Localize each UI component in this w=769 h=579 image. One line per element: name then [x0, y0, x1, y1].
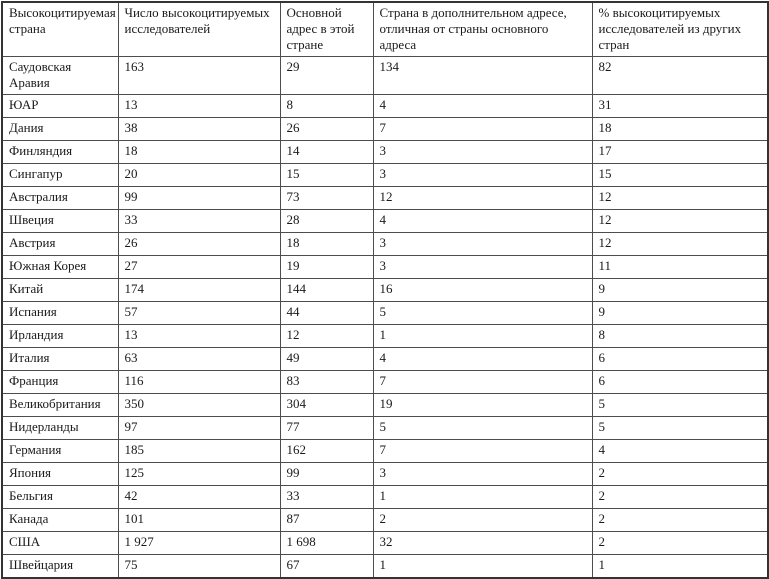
country-cell: Великобритания — [2, 394, 118, 417]
table-row — [2, 486, 768, 509]
table-header — [2, 2, 768, 57]
value-cell: 9 — [592, 279, 768, 302]
table-row — [2, 394, 768, 417]
value-cell: 2 — [592, 509, 768, 532]
table-row — [2, 118, 768, 141]
value-cell: 12 — [592, 233, 768, 256]
value-cell: 17 — [592, 141, 768, 164]
value-cell: 350 — [118, 394, 280, 417]
value-cell: 20 — [118, 164, 280, 187]
value-cell: 18 — [280, 233, 373, 256]
table-row — [2, 325, 768, 348]
value-cell: 73 — [280, 187, 373, 210]
value-cell: 2 — [592, 532, 768, 555]
value-cell: 304 — [280, 394, 373, 417]
value-cell: 16 — [373, 279, 592, 302]
value-cell: 31 — [592, 95, 768, 118]
value-cell: 2 — [373, 509, 592, 532]
value-cell: 42 — [118, 486, 280, 509]
value-cell: 1 698 — [280, 532, 373, 555]
value-cell: 1 927 — [118, 532, 280, 555]
country-cell: Саудовская Аравия — [2, 57, 118, 95]
value-cell: 13 — [118, 95, 280, 118]
value-cell: 116 — [118, 371, 280, 394]
table-row — [2, 463, 768, 486]
table-row — [2, 371, 768, 394]
value-cell: 1 — [373, 555, 592, 579]
value-cell: 12 — [592, 187, 768, 210]
country-cell: Китай — [2, 279, 118, 302]
country-cell: ЮАР — [2, 95, 118, 118]
country-cell: Швеция — [2, 210, 118, 233]
value-cell: 75 — [118, 555, 280, 579]
value-cell: 4 — [373, 95, 592, 118]
value-cell: 99 — [280, 463, 373, 486]
table-row — [2, 417, 768, 440]
table-row — [2, 440, 768, 463]
value-cell: 3 — [373, 463, 592, 486]
value-cell: 1 — [373, 486, 592, 509]
value-cell: 5 — [373, 302, 592, 325]
column-header-additional-address-country: Страна в дополнительном адресе, отличная от страны основного адреса — [373, 2, 592, 57]
country-cell: Нидерланды — [2, 417, 118, 440]
value-cell: 26 — [280, 118, 373, 141]
table-row — [2, 57, 768, 95]
value-cell: 67 — [280, 555, 373, 579]
country-cell: США — [2, 532, 118, 555]
highly-cited-countries-table — [1, 1, 769, 579]
table-row — [2, 348, 768, 371]
value-cell: 3 — [373, 233, 592, 256]
table-row — [2, 302, 768, 325]
value-cell: 32 — [373, 532, 592, 555]
country-cell: Япония — [2, 463, 118, 486]
value-cell: 2 — [592, 486, 768, 509]
country-cell: Швейцария — [2, 555, 118, 579]
value-cell: 33 — [280, 486, 373, 509]
value-cell: 12 — [592, 210, 768, 233]
country-cell: Франция — [2, 371, 118, 394]
value-cell: 174 — [118, 279, 280, 302]
value-cell: 5 — [592, 394, 768, 417]
country-cell: Испания — [2, 302, 118, 325]
value-cell: 7 — [373, 440, 592, 463]
header-row — [2, 2, 768, 57]
value-cell: 8 — [280, 95, 373, 118]
value-cell: 3 — [373, 164, 592, 187]
value-cell: 2 — [592, 463, 768, 486]
column-header-primary-address: Основной адрес в этой стране — [280, 2, 373, 57]
value-cell: 83 — [280, 371, 373, 394]
value-cell: 8 — [592, 325, 768, 348]
country-cell: Южная Корея — [2, 256, 118, 279]
value-cell: 97 — [118, 417, 280, 440]
value-cell: 7 — [373, 118, 592, 141]
value-cell: 3 — [373, 256, 592, 279]
value-cell: 7 — [373, 371, 592, 394]
value-cell: 3 — [373, 141, 592, 164]
table-row — [2, 555, 768, 579]
country-cell: Финляндия — [2, 141, 118, 164]
country-cell: Австралия — [2, 187, 118, 210]
country-cell: Италия — [2, 348, 118, 371]
country-cell: Бельгия — [2, 486, 118, 509]
table-body — [2, 57, 768, 579]
table-row — [2, 164, 768, 187]
value-cell: 134 — [373, 57, 592, 95]
value-cell: 6 — [592, 348, 768, 371]
value-cell: 15 — [280, 164, 373, 187]
value-cell: 11 — [592, 256, 768, 279]
value-cell: 162 — [280, 440, 373, 463]
value-cell: 4 — [592, 440, 768, 463]
value-cell: 26 — [118, 233, 280, 256]
value-cell: 13 — [118, 325, 280, 348]
column-header-percent-foreign: % высокоцитируемых исследователей из других стран — [592, 2, 768, 57]
value-cell: 38 — [118, 118, 280, 141]
value-cell: 44 — [280, 302, 373, 325]
country-cell: Ирландия — [2, 325, 118, 348]
country-cell: Канада — [2, 509, 118, 532]
value-cell: 6 — [592, 371, 768, 394]
value-cell: 82 — [592, 57, 768, 95]
value-cell: 185 — [118, 440, 280, 463]
value-cell: 18 — [118, 141, 280, 164]
value-cell: 19 — [373, 394, 592, 417]
table-row — [2, 509, 768, 532]
country-cell: Дания — [2, 118, 118, 141]
country-cell: Германия — [2, 440, 118, 463]
value-cell: 4 — [373, 348, 592, 371]
column-header-country: Высокоцитируемая страна — [2, 2, 118, 57]
value-cell: 5 — [373, 417, 592, 440]
value-cell: 5 — [592, 417, 768, 440]
value-cell: 19 — [280, 256, 373, 279]
value-cell: 1 — [592, 555, 768, 579]
value-cell: 29 — [280, 57, 373, 95]
table-row — [2, 210, 768, 233]
value-cell: 4 — [373, 210, 592, 233]
value-cell: 163 — [118, 57, 280, 95]
country-cell: Сингапур — [2, 164, 118, 187]
value-cell: 49 — [280, 348, 373, 371]
value-cell: 27 — [118, 256, 280, 279]
value-cell: 57 — [118, 302, 280, 325]
value-cell: 144 — [280, 279, 373, 302]
value-cell: 77 — [280, 417, 373, 440]
value-cell: 15 — [592, 164, 768, 187]
value-cell: 33 — [118, 210, 280, 233]
value-cell: 12 — [373, 187, 592, 210]
table-row — [2, 256, 768, 279]
value-cell: 101 — [118, 509, 280, 532]
value-cell: 14 — [280, 141, 373, 164]
table-row — [2, 187, 768, 210]
value-cell: 63 — [118, 348, 280, 371]
value-cell: 12 — [280, 325, 373, 348]
value-cell: 1 — [373, 325, 592, 348]
table-row — [2, 279, 768, 302]
table-row — [2, 532, 768, 555]
table-row — [2, 95, 768, 118]
value-cell: 28 — [280, 210, 373, 233]
table-row — [2, 233, 768, 256]
column-header-researcher-count: Число высокоцитируемых исследователей — [118, 2, 280, 57]
table-row — [2, 141, 768, 164]
value-cell: 87 — [280, 509, 373, 532]
value-cell: 99 — [118, 187, 280, 210]
value-cell: 125 — [118, 463, 280, 486]
value-cell: 18 — [592, 118, 768, 141]
country-cell: Австрия — [2, 233, 118, 256]
value-cell: 9 — [592, 302, 768, 325]
